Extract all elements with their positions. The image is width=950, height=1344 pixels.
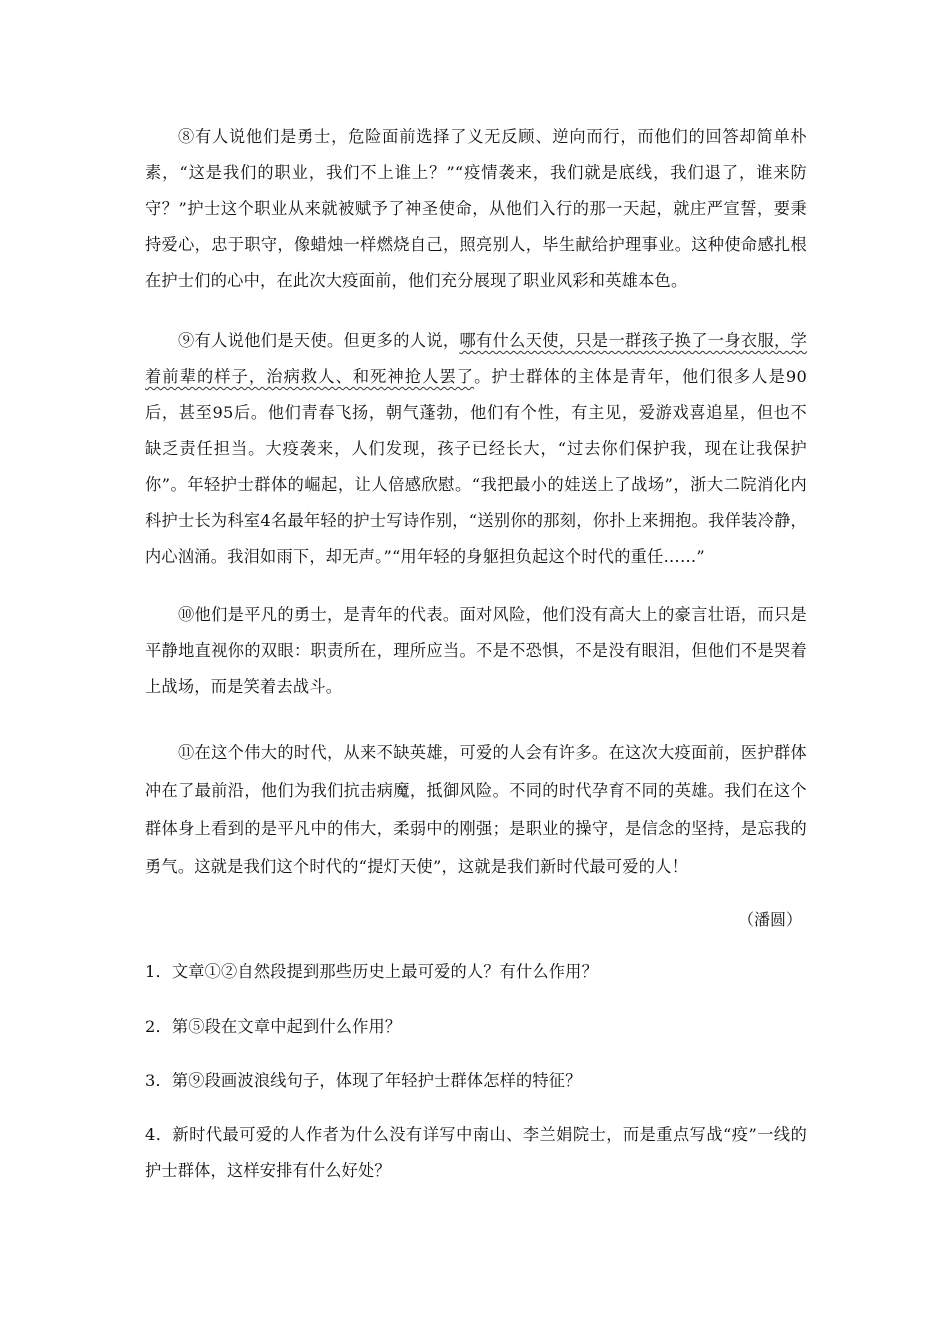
- question-3: 3．第⑨段画波浪线句子，体现了年轻护士群体怎样的特征？: [145, 1071, 582, 1090]
- paragraph-9-intro: ⑨有人说他们是天使。但更多的人说，: [178, 331, 460, 350]
- paragraph-10: ⑩他们是平凡的勇士，是青年的代表。面对风险，他们没有高大上的豪言壮语，而只是平静地直视你的双眼：职责所在，理所应当。不是不恐惧，不是没有眼泪，但他们不是哭着上战场，而是笑着去战斗。: [145, 605, 807, 696]
- paragraph-9: [145, 323, 807, 575]
- question-1: 1．文章①②自然段提到那些历史上最可爱的人？有什么作用？: [145, 962, 598, 981]
- author-attribution: （潘圆）: [737, 910, 802, 929]
- paragraph-9-rest: 。护士群体的主体是青年，他们很多人是90后，甚至95后。他们青春飞扬，朝气蓬勃，他们有个性，有主见，爱游戏喜追星，但也不缺乏责任担当。大疫袭来，人们发现，孩子已经长大，“过去你们保护我，现在让我保护你”。年轻护士群体的崛起，让人倍感欣慰。“我把最小的娃送上了战场”，浙大二院消化内科护士长为科室4名最年轻的护士写诗作别，“送别你的那刻，你扑上来拥抱。我佯装冷静，内心汹涌。我泪如雨下，却无声。”“用年轻的身躯担负起这个时代的重任……”: [145, 367, 807, 566]
- paragraph-11: ⑪在这个伟大的时代，从来不缺英雄，可爱的人会有许多。在这次大疫面前，医护群体冲在了最前沿，他们为我们抗击病魔，抵御风险。不同的时代孕育不同的英雄。我们在这个群体身上看到的是平凡中的伟大，柔弱中的刚强；是职业的操守，是信念的坚持，是忘我的勇气。这就是我们这个时代的“提灯天使”，这就是我们新时代最可爱的人！: [145, 743, 807, 876]
- wavy-underlined-sentence: 哪有什么天使，只是一群孩子换了一身衣服，学着前辈的样子，治病救人、和死神抢人罢了: [145, 331, 808, 386]
- question-2: 2．第⑤段在文章中起到什么作用？: [145, 1017, 402, 1036]
- paragraph-8: ⑧有人说他们是勇士，危险面前选择了义无反顾、逆向而行，而他们的回答却简单朴素，“这是我们的职业，我们不上谁上？”“疫情袭来，我们就是底线，我们退了，谁来防守？”护士这个职业从来就被赋予了神圣使命，从他们入行的那一天起，就庄严宣誓，要秉持爱心，忠于职守，像蜡烛一样燃烧自己，照亮别人，毕生献给护理事业。这种使命感扎根在护士们的心中，在此次大疫面前，他们充分展现了职业风彩和英雄本色。: [145, 127, 807, 290]
- question-4: 4．新时代最可爱的人作者为什么没有详写中南山、李兰娟院士，而是重点写战“疫”一线的护士群体，这样安排有什么好处？: [145, 1125, 807, 1180]
